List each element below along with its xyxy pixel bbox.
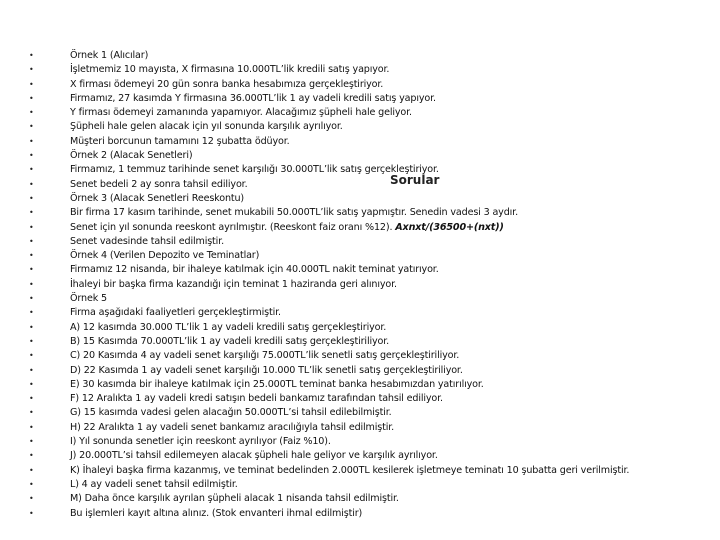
bullet-dot-icon: • (29, 336, 34, 346)
bullet-dot-icon: • (29, 193, 34, 203)
bullet-text: Bu işlemleri kayıt altına alınız. (Stok envanteri ihmal edilmiştir) (70, 507, 363, 519)
bullet-dot-icon: • (29, 379, 34, 389)
bullet-text: Örnek 1 (Alıcılar) (70, 50, 149, 61)
bullet-dot-icon: • (29, 394, 34, 404)
bullet-line (26, 163, 716, 177)
bullet-list (26, 49, 716, 521)
bullet-text: Örnek 4 (Verilen Depozito ve Teminatlar) (70, 250, 260, 262)
bullet-dot-icon: • (29, 179, 34, 189)
bullet-text: B) 15 Kasımda 70.000TL’lik 1 ay vadeli kredili satış gerçekleştiriliyor. (70, 335, 390, 347)
bullet-text: İhaleyi bir başka firma kazandığı için teminat 1 haziranda geri alınıyor. (70, 278, 397, 290)
bullet-text: Örnek 5 (70, 293, 107, 305)
bullet-line (26, 106, 716, 120)
bullet-line (26, 349, 716, 363)
bullet-dot-icon: • (29, 165, 34, 175)
bullet-line (26, 263, 716, 277)
bullet-text: Örnek 2 (Alacak Senetleri) (70, 150, 193, 162)
bullet-text: D) 22 Kasımda 1 ay vadeli senet karşılığı 10.000 TL’lik senetli satış gerçekleştiriliyor. (70, 364, 463, 376)
bullet-line (26, 178, 716, 192)
bullet-dot-icon: • (29, 465, 34, 475)
bullet-line (26, 464, 716, 478)
bullet-text: Bir firma 17 kasım tarihinde, senet mukabili 50.000TL’lik satış yapmıştır. Senedin vadesi 3 aydır. (70, 207, 518, 219)
bullet-dot-icon: • (29, 408, 34, 418)
bullet-dot-icon: • (29, 508, 34, 518)
bullet-dot-icon: • (29, 365, 34, 375)
bullet-line (26, 78, 716, 92)
bullet-line (26, 192, 716, 206)
bullet-text: C) 20 Kasımda 4 ay vadeli senet karşılığı 75.000TL’lik senetli satış gerçekleştiriliyor. (70, 350, 460, 362)
bullet-text: F) 12 Aralıkta 1 ay vadeli kredi satışın bedeli bankamız tarafından tahsil ediliyor. (70, 393, 443, 405)
bullet-dot-icon: • (29, 136, 34, 146)
bullet-dot-icon: • (29, 322, 34, 332)
bullet-line (26, 149, 716, 163)
bullet-line (26, 449, 716, 463)
bullet-line (26, 507, 716, 521)
questions-label: Sorular (390, 173, 440, 187)
bullet-dot-icon: • (29, 51, 34, 60)
bullet-dot-icon: • (29, 422, 34, 432)
bullet-line (26, 278, 716, 292)
bullet-dot-icon: • (29, 351, 34, 361)
bullet-text: Örnek 3 (Alacak Senetleri Reeskontu) (70, 192, 245, 204)
bullet-text: Şüpheli hale gelen alacak için yıl sonunda karşılık ayrılıyor. (70, 121, 343, 133)
bullet-text: E) 30 kasımda bir ihaleye katılmak için 25.000TL teminat banka hesabımızdan yatırılıyor. (70, 378, 484, 390)
bullet-line (26, 63, 716, 77)
bullet-dot-icon: • (29, 437, 34, 447)
bullet-line (26, 120, 716, 134)
bullet-text: Y firması ödemeyi zamanında yapamıyor. Alacağımız şüpheli hale geliyor. (70, 107, 412, 119)
bullet-text: L) 4 ay vadeli senet tahsil edilmiştir. (70, 478, 238, 490)
bullet-line (26, 478, 716, 492)
bullet-dot-icon: • (29, 308, 34, 318)
bullet-text: İşletmemiz 10 mayısta, X firmasına 10.000TL’lik kredili satış yapıyor. (70, 64, 390, 76)
bullet-text: J) 20.000TL’si tahsil edilemeyen alacak şüpheli hale geliyor ve karşılık ayrılıyor. (70, 450, 438, 462)
bullet-text: Senet bedeli 2 ay sonra tahsil ediliyor. (70, 178, 248, 190)
formula-text: Axnxt/(36500+(nxt)) (395, 221, 504, 233)
bullet-dot-icon: • (29, 108, 34, 118)
bullet-text: Firmamız 12 nisanda, bir ihaleye katılmak için 40.000TL nakit teminat yatırıyor. (70, 264, 439, 276)
bullet-text: G) 15 kasımda vadesi gelen alacağın 50.000TL’si tahsil edilebilmiştir. (70, 407, 392, 419)
bullet-line (26, 421, 716, 435)
bullet-text: Müşteri borcunun tamamını 12 şubatta ödüyor. (70, 135, 290, 147)
bullet-text: X firması ödemeyi 20 gün sonra banka hesabımıza gerçekleştiriyor. (70, 78, 384, 90)
bullet-line (26, 378, 716, 392)
bullet-dot-icon: • (29, 294, 34, 304)
bullet-line (26, 306, 716, 320)
bullet-dot-icon: • (29, 451, 34, 461)
bullet-text: K) İhaleyi başka firma kazanmış, ve teminat bedelinden 2.000TL kesilerek işletmeye teminatı 10 şubatta geri verilmiştir. (70, 464, 630, 476)
bullet-line (26, 92, 716, 106)
bullet-dot-icon: • (29, 151, 34, 161)
bullet-text: Firmamız, 27 kasımda Y firmasına 36.000TL’lik 1 ay vadeli kredili satış yapıyor. (70, 92, 436, 104)
bullet-dot-icon: • (29, 279, 34, 289)
bullet-dot-icon: • (29, 122, 34, 132)
bullet-dot-icon: • (29, 93, 34, 103)
bullet-text: Senet için yıl sonunda reeskont ayrılmıştır. (Reeskont faiz oranı %12). (70, 221, 393, 233)
bullet-dot-icon: • (29, 236, 34, 246)
bullet-line (26, 335, 716, 349)
bullet-text: Firmamız, 1 temmuz tarihinde senet karşılığı 30.000TL’lik satış gerçekleştiriyor. (70, 164, 439, 176)
bullet-dot-icon: • (29, 251, 34, 261)
bullet-line (26, 321, 716, 335)
bullet-dot-icon: • (29, 265, 34, 275)
bullet-text: M) Daha önce karşılık ayrılan şüpheli alacak 1 nisanda tahsil edilmiştir. (70, 493, 399, 505)
bullet-line (26, 364, 716, 378)
bullet-text: Firma aşağıdaki faaliyetleri gerçekleştirmiştir. (70, 307, 281, 319)
bullet-line (26, 206, 716, 220)
bullet-line (26, 49, 716, 63)
bullet-dot-icon: • (29, 222, 34, 232)
bullet-line (26, 249, 716, 263)
bullet-line (26, 406, 716, 420)
bullet-text: I) Yıl sonunda senetler için reeskont ayrılıyor (Faiz %10). (70, 436, 331, 448)
bullet-line (26, 435, 716, 449)
bullet-line (26, 492, 716, 506)
bullet-dot-icon: • (29, 208, 34, 218)
bullet-line (26, 392, 716, 406)
bullet-text: H) 22 Aralıkta 1 ay vadeli senet bankamız aracılığıyla tahsil edilmiştir. (70, 421, 395, 433)
bullet-line (26, 235, 716, 249)
bullet-line (26, 292, 716, 306)
bullet-line (26, 221, 716, 235)
bullet-text: Senet vadesinde tahsil edilmiştir. (70, 235, 224, 247)
bullet-line (26, 135, 716, 149)
bullet-text: A) 12 kasımda 30.000 TL’lik 1 ay vadeli kredili satış gerçekleştiriyor. (70, 321, 387, 333)
bullet-dot-icon: • (29, 65, 34, 75)
bullet-dot-icon: • (29, 479, 34, 489)
bullet-dot-icon: • (29, 79, 34, 89)
bullet-dot-icon: • (29, 494, 34, 504)
